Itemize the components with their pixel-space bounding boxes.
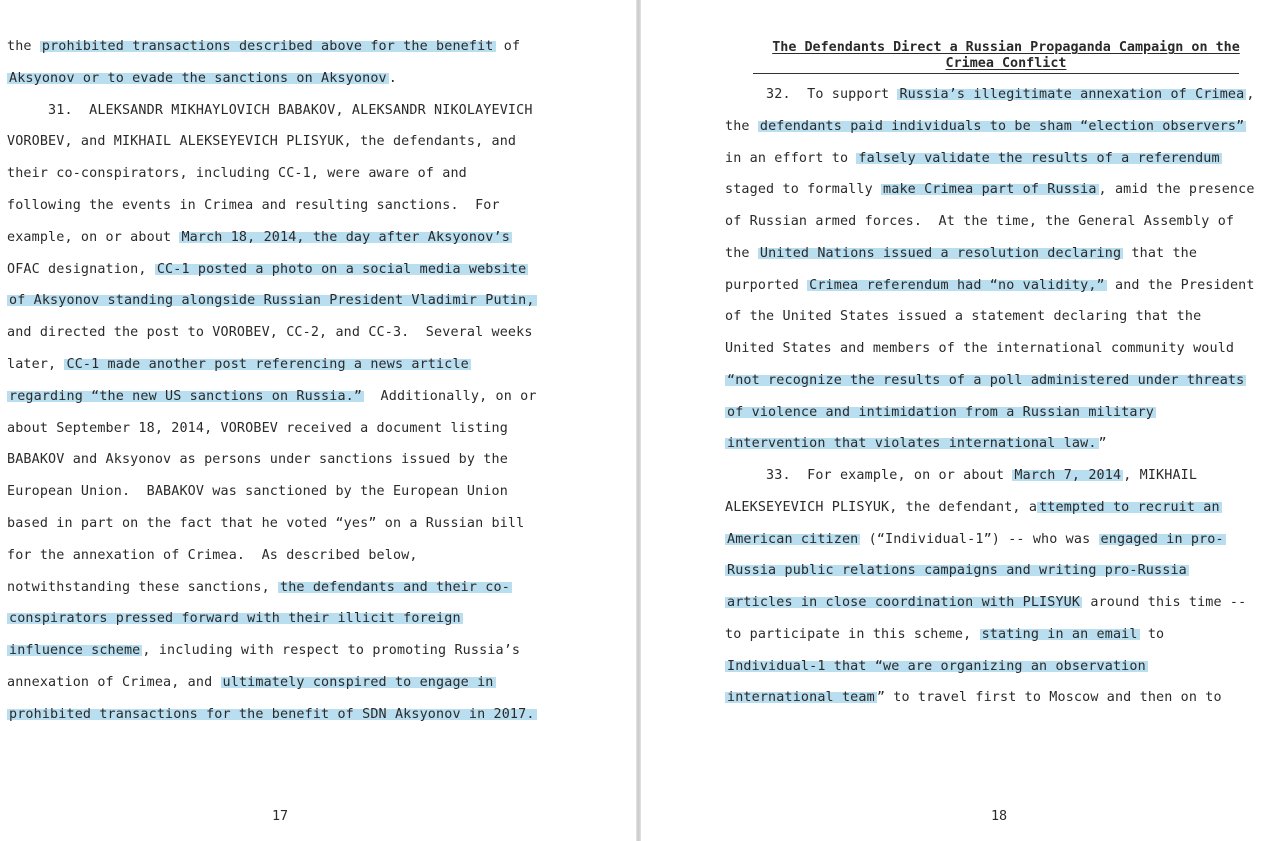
text-line — [7, 229, 512, 247]
text-line — [725, 658, 1148, 676]
text-line — [7, 674, 496, 692]
text-line — [7, 515, 524, 533]
highlighted-text: articles in close coordination with PLISYUK — [727, 595, 1081, 610]
highlighted-text: defendants paid individuals to be sham “election observers” — [759, 119, 1245, 134]
highlighted-text: ultimately conspired to engage in — [222, 675, 494, 690]
text-line — [7, 356, 471, 374]
text-line — [7, 388, 537, 406]
text-line — [7, 261, 528, 279]
text-line — [7, 133, 516, 151]
highlighted-text: CC-1 made another post referencing a news article — [66, 357, 469, 372]
highlighted-text: of Aksyonov standing alongside Russian President Vladimir Putin, — [9, 293, 535, 308]
text-line — [7, 165, 467, 183]
text-segment: United States and members of the international community would — [725, 341, 1235, 356]
text-line — [7, 102, 533, 120]
text-line — [725, 531, 1226, 549]
text-segment: example, on or about — [7, 230, 180, 245]
text-segment: ALEKSEYEVICH PLISYUK, the defendant, a — [725, 500, 1038, 515]
text-segment: of the United States issued a statement declaring that the — [725, 309, 1202, 324]
page-17 — [0, 0, 636, 841]
text-line — [725, 277, 1255, 295]
text-segment: notwithstanding these sanctions, — [7, 580, 278, 595]
text-line — [7, 706, 537, 724]
heading-rule — [753, 73, 1239, 74]
highlighted-text: falsely validate the results of a referendum — [858, 151, 1220, 166]
text-segment: of — [495, 39, 521, 54]
text-line — [7, 483, 508, 501]
page-18 — [641, 0, 1280, 841]
text-line — [7, 324, 533, 342]
text-segment: European Union. BABAKOV was sanctioned by the European Union — [7, 484, 508, 499]
text-line — [7, 197, 500, 215]
section-heading-line-2: Crimea Conflict — [945, 56, 1067, 71]
text-segment: and directed the post to VOROBEV, CC-2, and CC-3. Several weeks — [7, 325, 533, 340]
section-heading-line-1: The Defendants Direct a Russian Propaganda Campaign on the — [772, 40, 1240, 55]
text-segment: their co-conspirators, including CC-1, were aware of and — [7, 166, 467, 181]
text-line — [725, 86, 1255, 104]
text-segment: staged to formally — [725, 182, 882, 197]
highlighted-text: intervention that violates international law. — [727, 436, 1097, 451]
text-segment: to — [1139, 627, 1165, 642]
text-segment: following the events in Crimea and resulting sanctions. For — [7, 198, 500, 213]
highlighted-text: regarding “the new US sanctions on Russia.” — [9, 389, 363, 404]
text-line — [725, 562, 1189, 580]
text-line — [725, 118, 1246, 136]
text-line — [725, 245, 1197, 263]
page-number: 18 — [991, 809, 1008, 824]
text-segment: in an effort to — [725, 151, 857, 166]
highlighted-text: Aksyonov or to evade the sanctions on Aksyonov — [9, 71, 387, 86]
highlighted-text: prohibited transactions described above for the benefit — [41, 39, 494, 54]
text-line — [725, 340, 1234, 358]
text-segment: of Russian armed forces. At the time, the General Assembly of — [725, 214, 1235, 229]
text-segment: BABAKOV and Aksyonov as persons under sanctions issued by the — [7, 452, 508, 467]
text-line — [725, 308, 1201, 326]
text-segment: , including with respect to promoting Russia’s — [142, 643, 521, 658]
text-segment: 32. To support — [725, 87, 898, 102]
highlighted-text: stating in an email — [981, 627, 1138, 642]
text-line — [725, 689, 1222, 707]
text-line — [7, 420, 508, 438]
text-line — [7, 70, 397, 88]
highlighted-text: Russia public relations campaigns and writing pro-Russia — [727, 563, 1187, 578]
highlighted-text: international team — [727, 690, 875, 705]
highlighted-text: ttempted to recruit an — [1039, 500, 1220, 515]
highlighted-text: the defendants and their co- — [280, 580, 510, 595]
text-line — [725, 594, 1246, 612]
text-line — [725, 435, 1107, 453]
text-line — [7, 642, 520, 660]
text-line — [725, 467, 1197, 485]
text-segment: ” — [1098, 436, 1107, 451]
page-number: 17 — [272, 809, 289, 824]
text-segment: (“Individual-1”) -- who was — [860, 532, 1099, 547]
text-line — [7, 610, 463, 628]
text-segment: the — [725, 246, 758, 261]
text-line — [725, 213, 1234, 231]
text-segment: based in part on the fact that he voted “yes” on a Russian bill — [7, 516, 525, 531]
text-segment: 33. For example, on or about — [725, 468, 1013, 483]
text-line — [725, 626, 1164, 644]
text-line — [7, 451, 508, 469]
highlighted-text: March 7, 2014 — [1014, 468, 1122, 483]
text-segment: to participate in this scheme, — [725, 627, 980, 642]
text-segment: . — [388, 71, 397, 86]
text-segment: the — [7, 39, 40, 54]
highlighted-text: “not recognize the results of a poll administered under threats — [727, 373, 1245, 388]
text-segment: about September 18, 2014, VOROBEV received a document listing — [7, 421, 508, 436]
text-line — [725, 372, 1246, 390]
text-line — [7, 547, 418, 565]
text-segment: the — [725, 119, 758, 134]
text-line — [725, 499, 1222, 517]
text-segment: and the President — [1106, 278, 1255, 293]
highlighted-text: prohibited transactions for the benefit of SDN Aksyonov in 2017. — [9, 707, 535, 722]
highlighted-text: United Nations issued a resolution declaring — [759, 246, 1122, 261]
text-line — [7, 292, 537, 310]
text-segment: for the annexation of Crimea. As described below, — [7, 548, 418, 563]
highlighted-text: influence scheme — [9, 643, 141, 658]
text-segment: ” to travel first to Moscow and then on to — [876, 690, 1222, 705]
text-segment: 31. ALEKSANDR MIKHAYLOVICH BABAKOV, ALEKSANDR NIKOLAYEVICH — [7, 103, 533, 118]
text-segment: that the — [1123, 246, 1198, 261]
highlighted-text: engaged in pro- — [1100, 532, 1224, 547]
highlighted-text: March 18, 2014, the day after Aksyonov’s — [181, 230, 510, 245]
text-segment: , — [1246, 87, 1255, 102]
text-segment: around this time -- — [1082, 595, 1247, 610]
text-segment: later, — [7, 357, 65, 372]
highlighted-text: conspirators pressed forward with their illicit foreign — [9, 611, 461, 626]
highlighted-text: American citizen — [727, 532, 859, 547]
highlighted-text: Individual-1 that “we are organizing an observation — [727, 659, 1146, 674]
text-segment: VOROBEV, and MIKHAIL ALEKSEYEVICH PLISYUK, the defendants, and — [7, 134, 517, 149]
text-segment: purported — [725, 278, 808, 293]
highlighted-text: Russia’s illegitimate annexation of Crimea — [899, 87, 1245, 102]
highlighted-text: CC-1 posted a photo on a social media website — [156, 262, 527, 277]
text-line — [725, 150, 1222, 168]
highlighted-text: Crimea referendum had “no validity,” — [809, 278, 1105, 293]
text-line — [7, 579, 512, 597]
text-line — [725, 181, 1255, 199]
text-line — [7, 38, 520, 56]
highlighted-text: of violence and intimidation from a Russian military — [727, 405, 1155, 420]
text-segment: OFAC designation, — [7, 262, 155, 277]
text-segment: annexation of Crimea, and — [7, 675, 221, 690]
text-line — [725, 404, 1156, 422]
text-segment: , MIKHAIL — [1123, 468, 1198, 483]
text-segment: , amid the presence — [1098, 182, 1255, 197]
text-segment: Additionally, on or — [364, 389, 537, 404]
highlighted-text: make Crimea part of Russia — [883, 182, 1097, 197]
